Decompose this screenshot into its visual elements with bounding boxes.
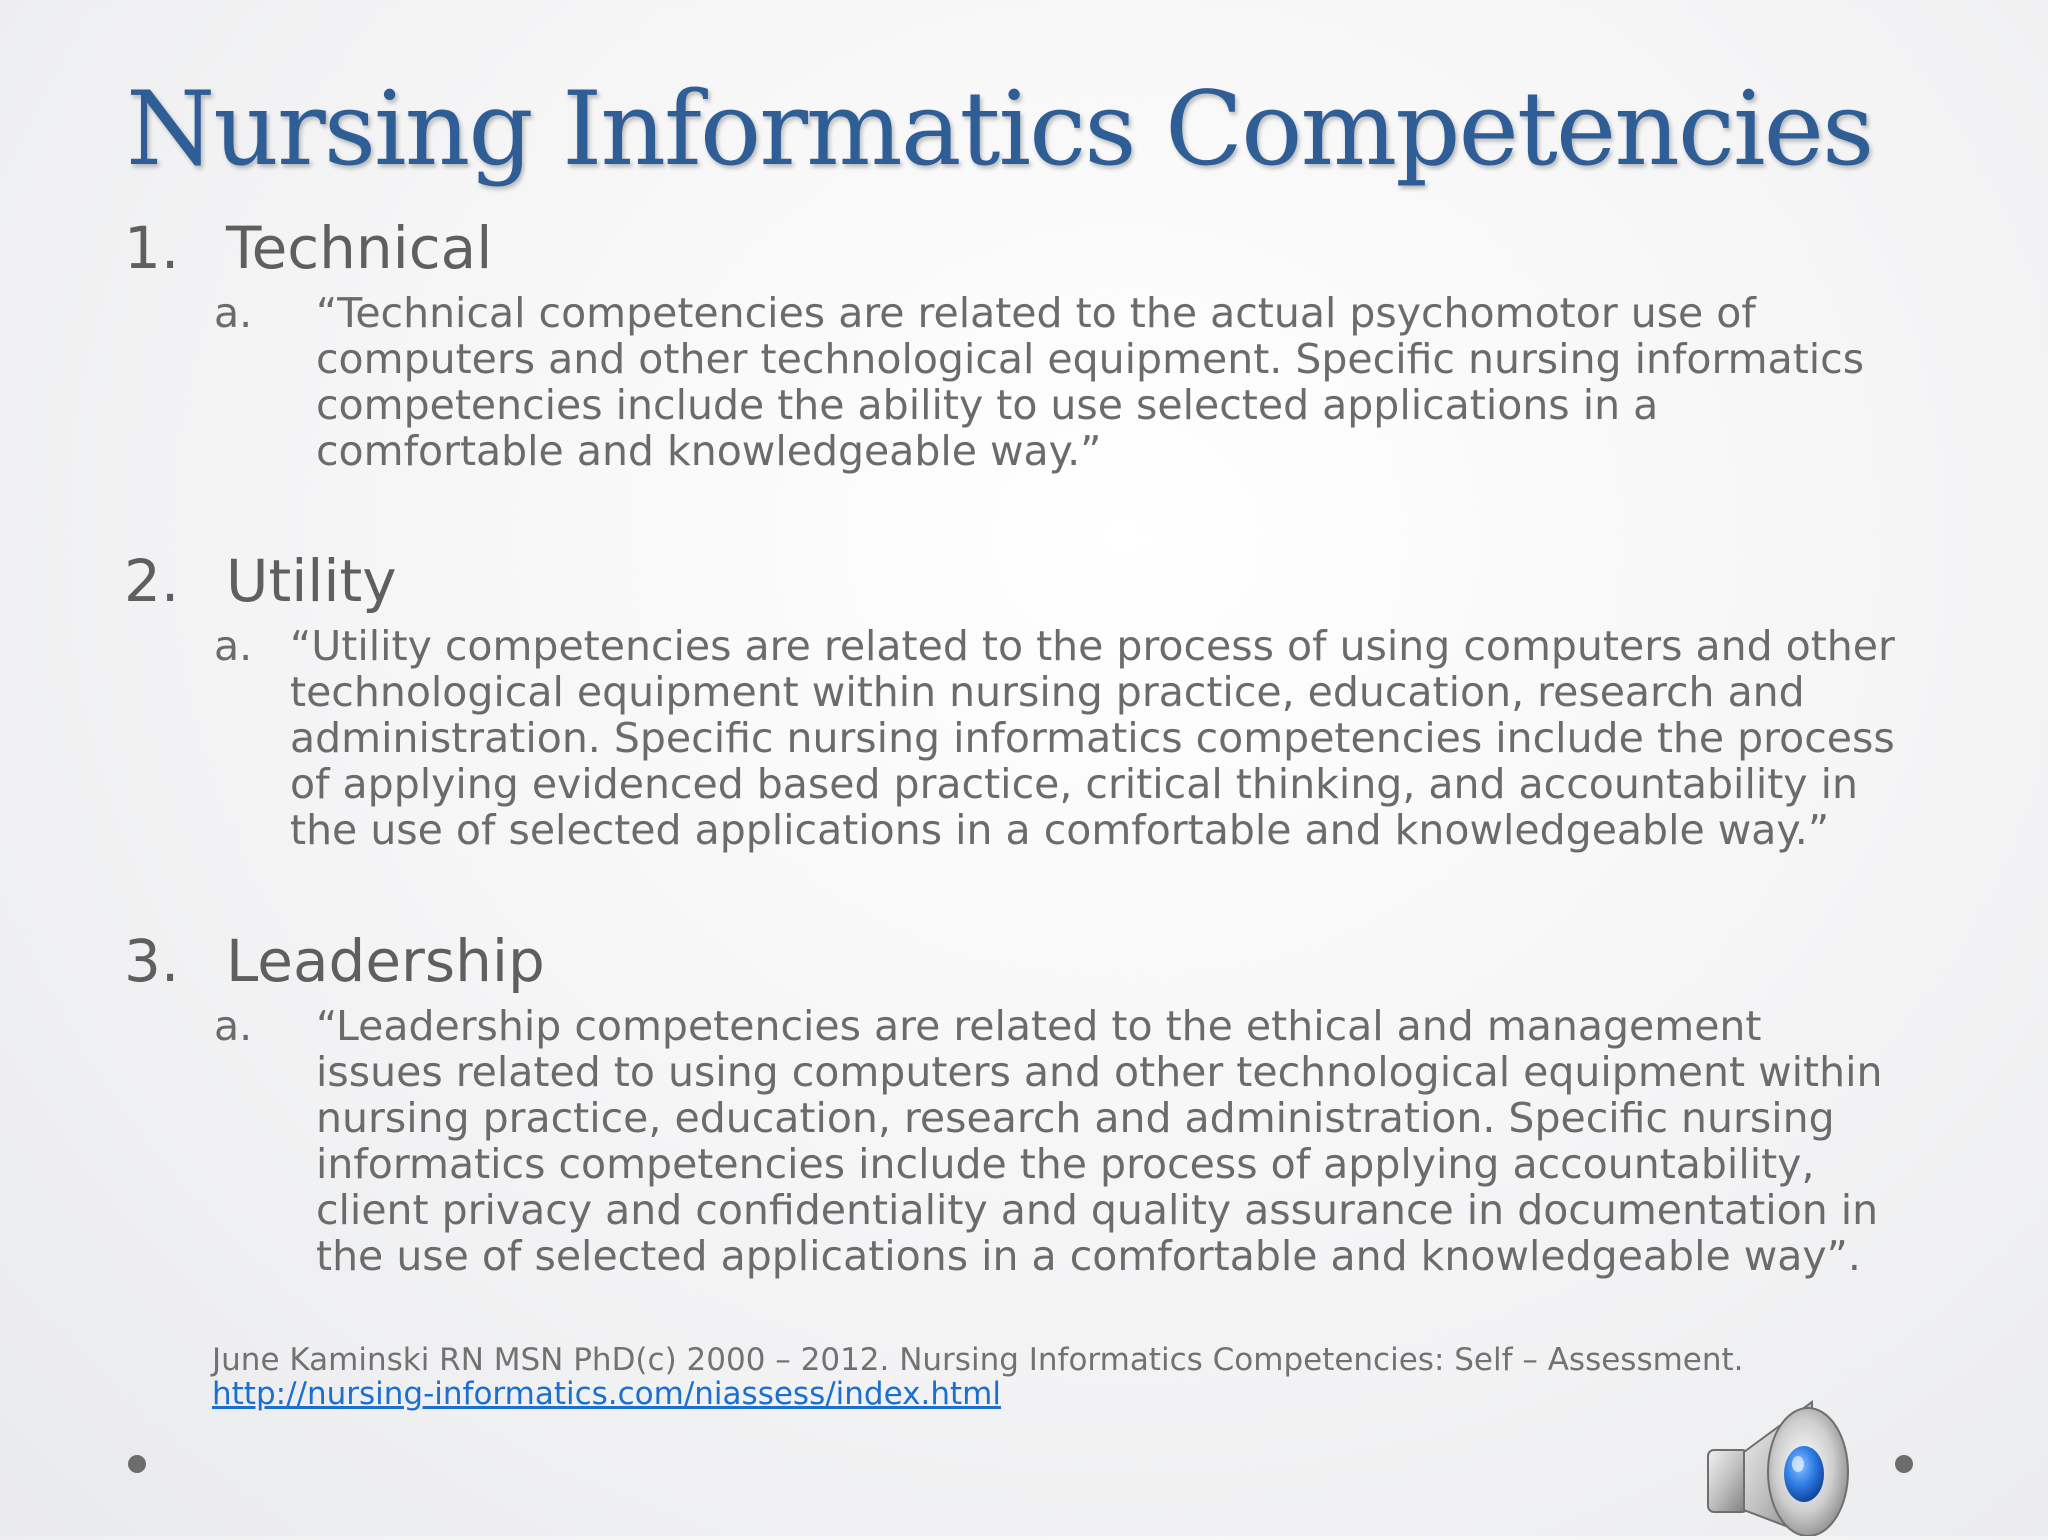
slide-title: Nursing Informatics Competencies (126, 70, 1873, 189)
item-letter: a. (214, 622, 253, 670)
item-line: nursing practice, education, research and administration. Specific nursing (316, 1094, 1835, 1142)
item-line: “Technical competencies are related to the actual psychomotor use of (316, 289, 1756, 337)
item-line: “Utility competencies are related to the process of using computers and other (290, 622, 1895, 670)
section-number: 1. (124, 214, 180, 282)
dot-icon (128, 1455, 146, 1473)
speaker-icon[interactable] (1700, 1390, 1860, 1536)
item-line: the use of selected applications in a comfortable and knowledgeable way”. (316, 1232, 1861, 1280)
item-line: the use of selected applications in a comfortable and knowledgeable way.” (290, 806, 1830, 854)
section-title: Technical (226, 214, 493, 282)
section-title: Leadership (226, 927, 545, 995)
citation (212, 1343, 1902, 1411)
item-letter: a. (214, 1002, 253, 1050)
item-line: informatics competencies include the process of applying accountability, (316, 1140, 1815, 1188)
item-letter: a. (214, 289, 253, 337)
item-line: “Leadership competencies are related to the ethical and management (316, 1002, 1762, 1050)
section-item-leadership (214, 1002, 1883, 1280)
section-item-technical (214, 289, 1865, 475)
citation-text: June Kaminski RN MSN PhD(c) 2000 – 2012. Nursing Informatics Competencies: Self – Assessment. (212, 1342, 1744, 1378)
item-line: comfortable and knowledgeable way.” (316, 427, 1102, 475)
item-line: administration. Specific nursing informatics competencies include the process (290, 714, 1895, 762)
section-number: 3. (124, 927, 180, 995)
item-line: of applying evidenced based practice, critical thinking, and accountability in (290, 760, 1858, 808)
section-number: 2. (124, 547, 180, 615)
item-line: issues related to using computers and other technological equipment within (316, 1048, 1883, 1096)
item-line: computers and other technological equipment. Specific nursing informatics (316, 335, 1865, 383)
dot-icon (1895, 1455, 1913, 1473)
section-item-utility (214, 622, 1895, 854)
citation-link[interactable]: http://nursing-informatics.com/niassess/index.html (212, 1376, 1001, 1412)
item-line: client privacy and confidentiality and quality assurance in documentation in (316, 1186, 1879, 1234)
section-title: Utility (226, 547, 397, 615)
item-line: technological equipment within nursing practice, education, research and (290, 668, 1805, 716)
item-line: competencies include the ability to use selected applications in a (316, 381, 1659, 429)
